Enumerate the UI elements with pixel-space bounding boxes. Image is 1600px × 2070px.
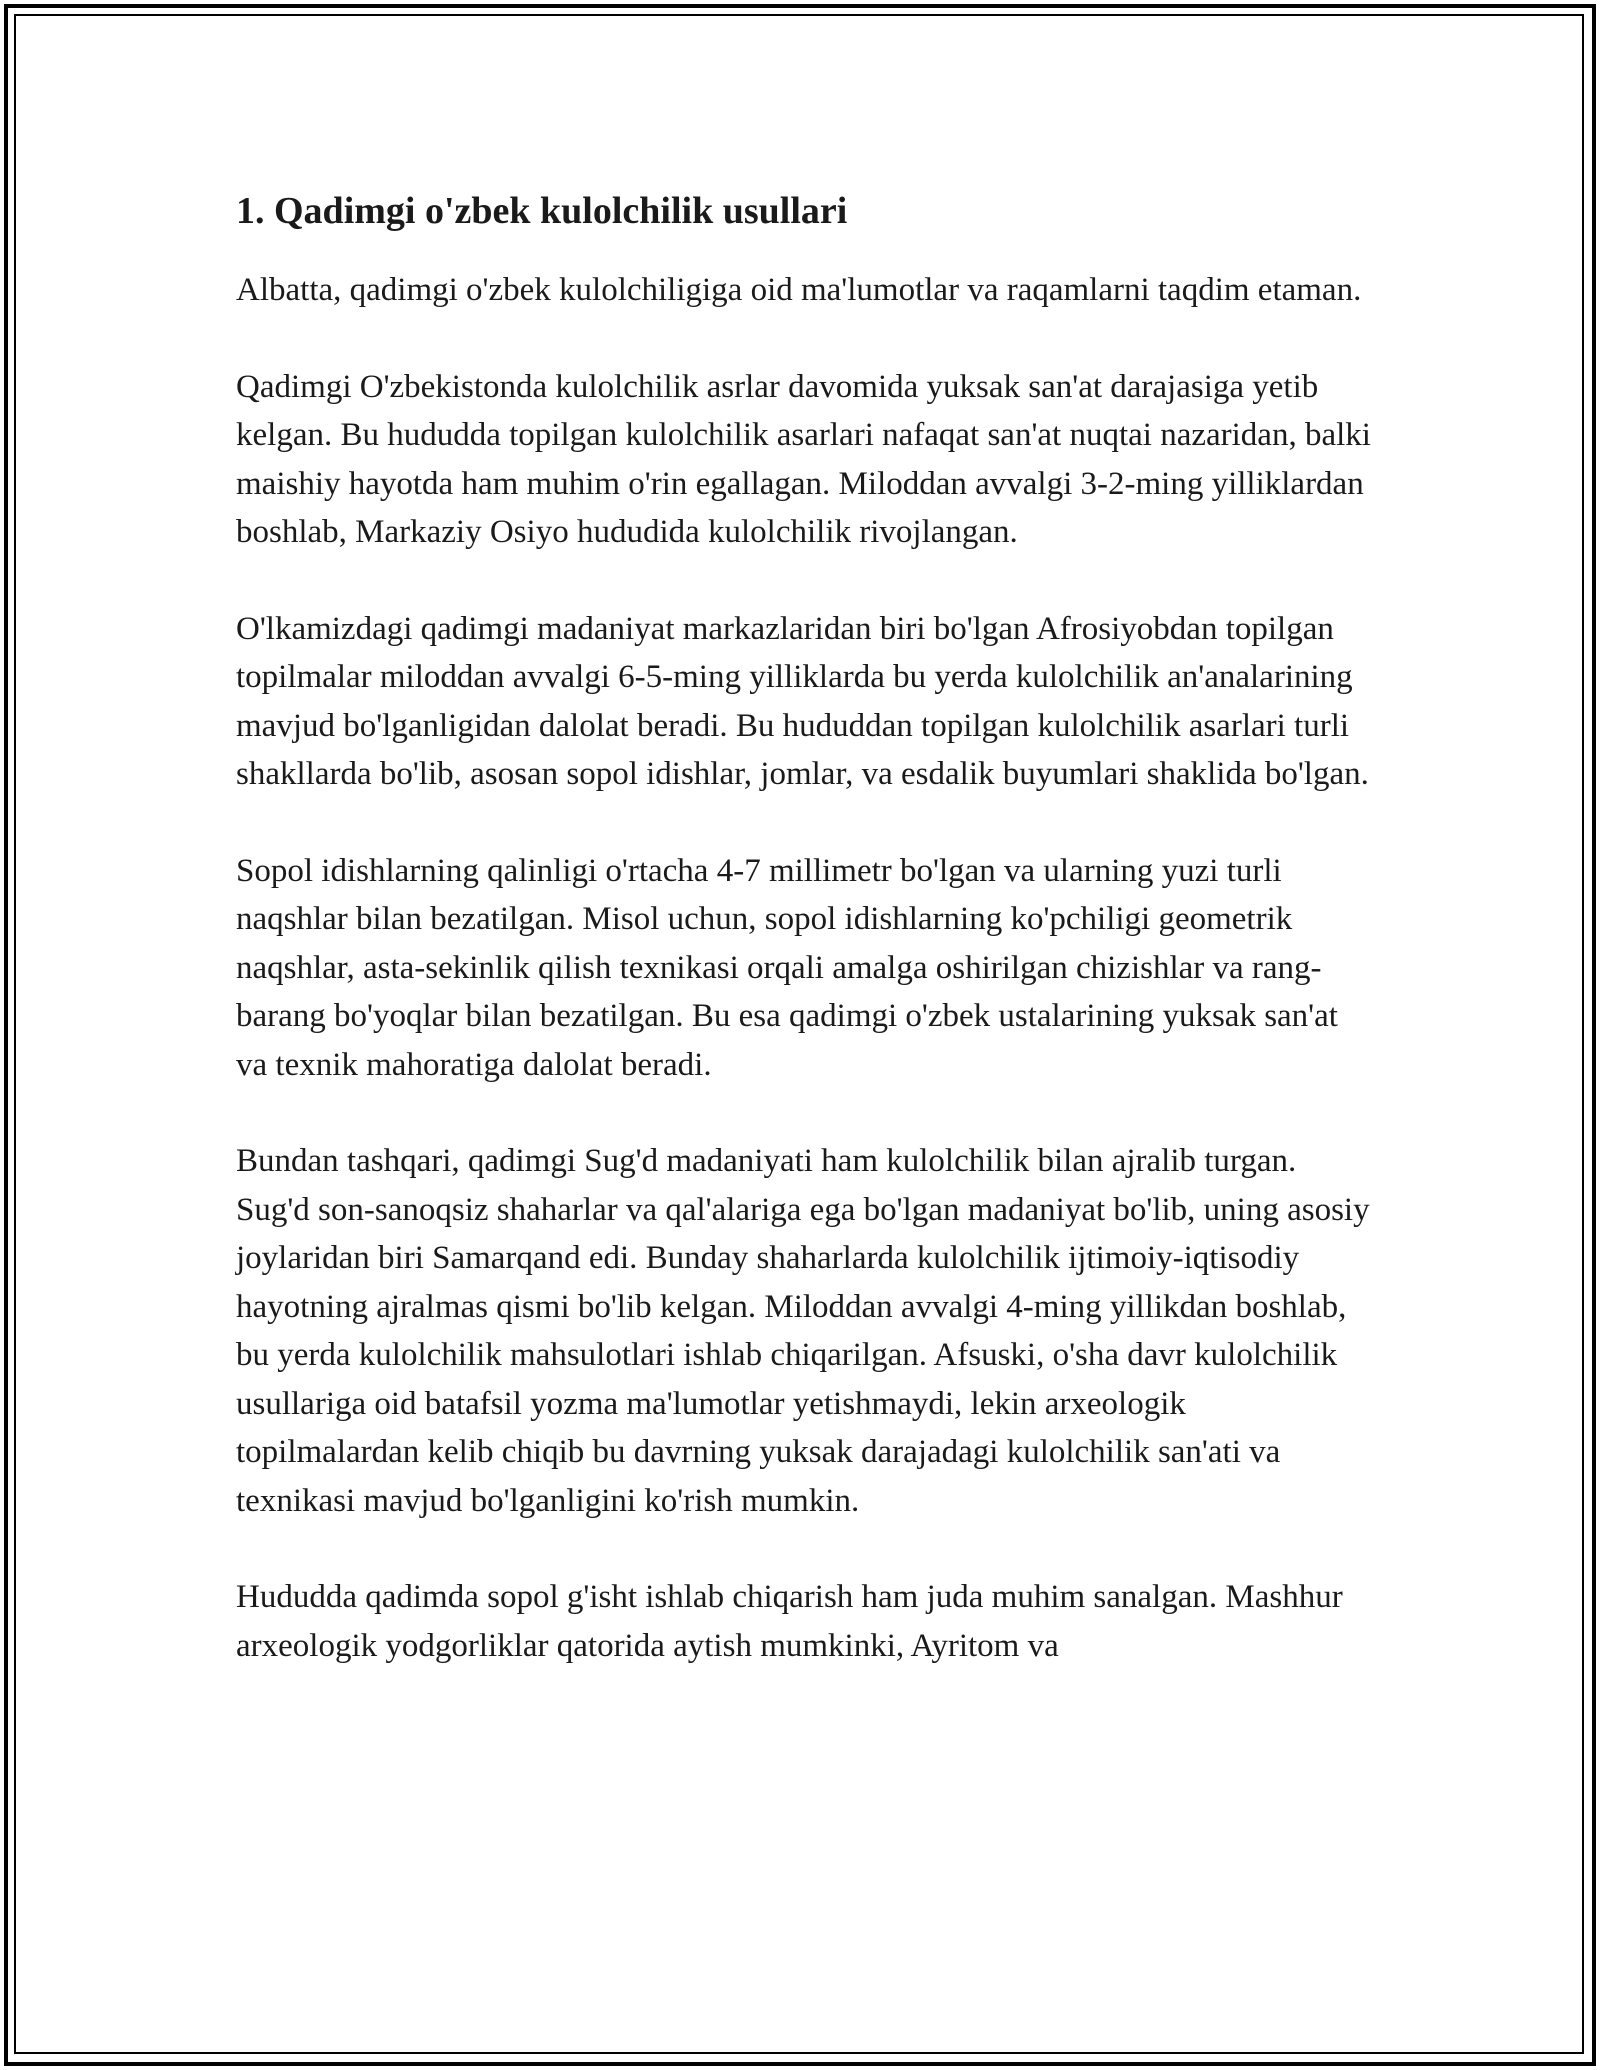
paragraph-brick-production: Hududda qadimda sopol g'isht ishlab chiqarish ham juda muhim sanalgan. Mashhur arxeologik yodgorliklar qatorida aytish mumkinki, Ayritom va: [236, 1579, 1343, 1664]
paragraph-intro: Albatta, qadimgi o'zbek kulolchiligiga oid ma'lumotlar va raqamlarni taqdim etaman.: [236, 272, 1362, 308]
document-body: [236, 186, 1376, 1718]
paragraph-afrosiyob: O'lkamizdagi qadimgi madaniyat markazlaridan biri bo'lgan Afrosiyobdan topilgan topilmalar miloddan avvalgi 6-5-ming yilliklarda bu yerda kulolchilik an'analarining mavjud bo'lganligidan dalolat beradi. Bu hududdan topilgan kulolchilik asarlari turli shakllarda bo'lib, asosan sopol idishlar, jomlar, va esdalik buyumlari shaklida bo'lgan.: [236, 610, 1369, 792]
paragraph-history: Qadimgi O'zbekistonda kulolchilik asrlar davomida yuksak san'at darajasiga yetib kelgan. Bu hududda topilgan kulolchilik asarlari nafaqat san'at nuqtai nazaridan, balki maishiy hayotda ham muhim o'rin egallagan. Miloddan avvalgi 3-2-ming yilliklardan boshlab, Markaziy Osiyo hududida kulolchilik rivojlangan.: [236, 368, 1371, 550]
section-heading: 1. Qadimgi o'zbek kulolchilik usullari: [236, 190, 848, 232]
paragraph-sogdian: Bundan tashqari, qadimgi Sug'd madaniyati ham kulolchilik bilan ajralib turgan. Sug'd son-sanoqsiz shaharlar va qal'alariga ega bo'lgan madaniyat bo'lib, uning asosiy joylaridan biri Samarqand edi. Bunday shaharlarda kulolchilik ijtimoiy-iqtisodiy hayotning ajralmas qismi bo'lib kelgan. Miloddan avvalgi 4-ming yillikdan boshlab, bu yerda kulolchilik mahsulotlari ishlab chiqarilgan. Afsuski, o'sha davr kulolchilik usullariga oid batafsil yozma ma'lumotlar yetishmaydi, lekin arxeologik topilmalardan kelib chiqib bu davrning yuksak darajadagi kulolchilik san'ati va texnikasi mavjud bo'lganligini ko'rish mumkin.: [236, 1143, 1370, 1519]
paragraph-pottery-thickness: Sopol idishlarning qalinligi o'rtacha 4-7 millimetr bo'lgan va ularning yuzi turli naqshlar bilan bezatilgan. Misol uchun, sopol idishlarning ko'pchiligi geometrik naqshlar, asta-sekinlik qilish texnikasi orqali amalga oshirilgan chizishlar va rang-barang bo'yoqlar bilan bezatilgan. Bu esa qadimgi o'zbek ustalarining yuksak san'at va texnik mahoratiga dalolat beradi.: [236, 852, 1338, 1083]
